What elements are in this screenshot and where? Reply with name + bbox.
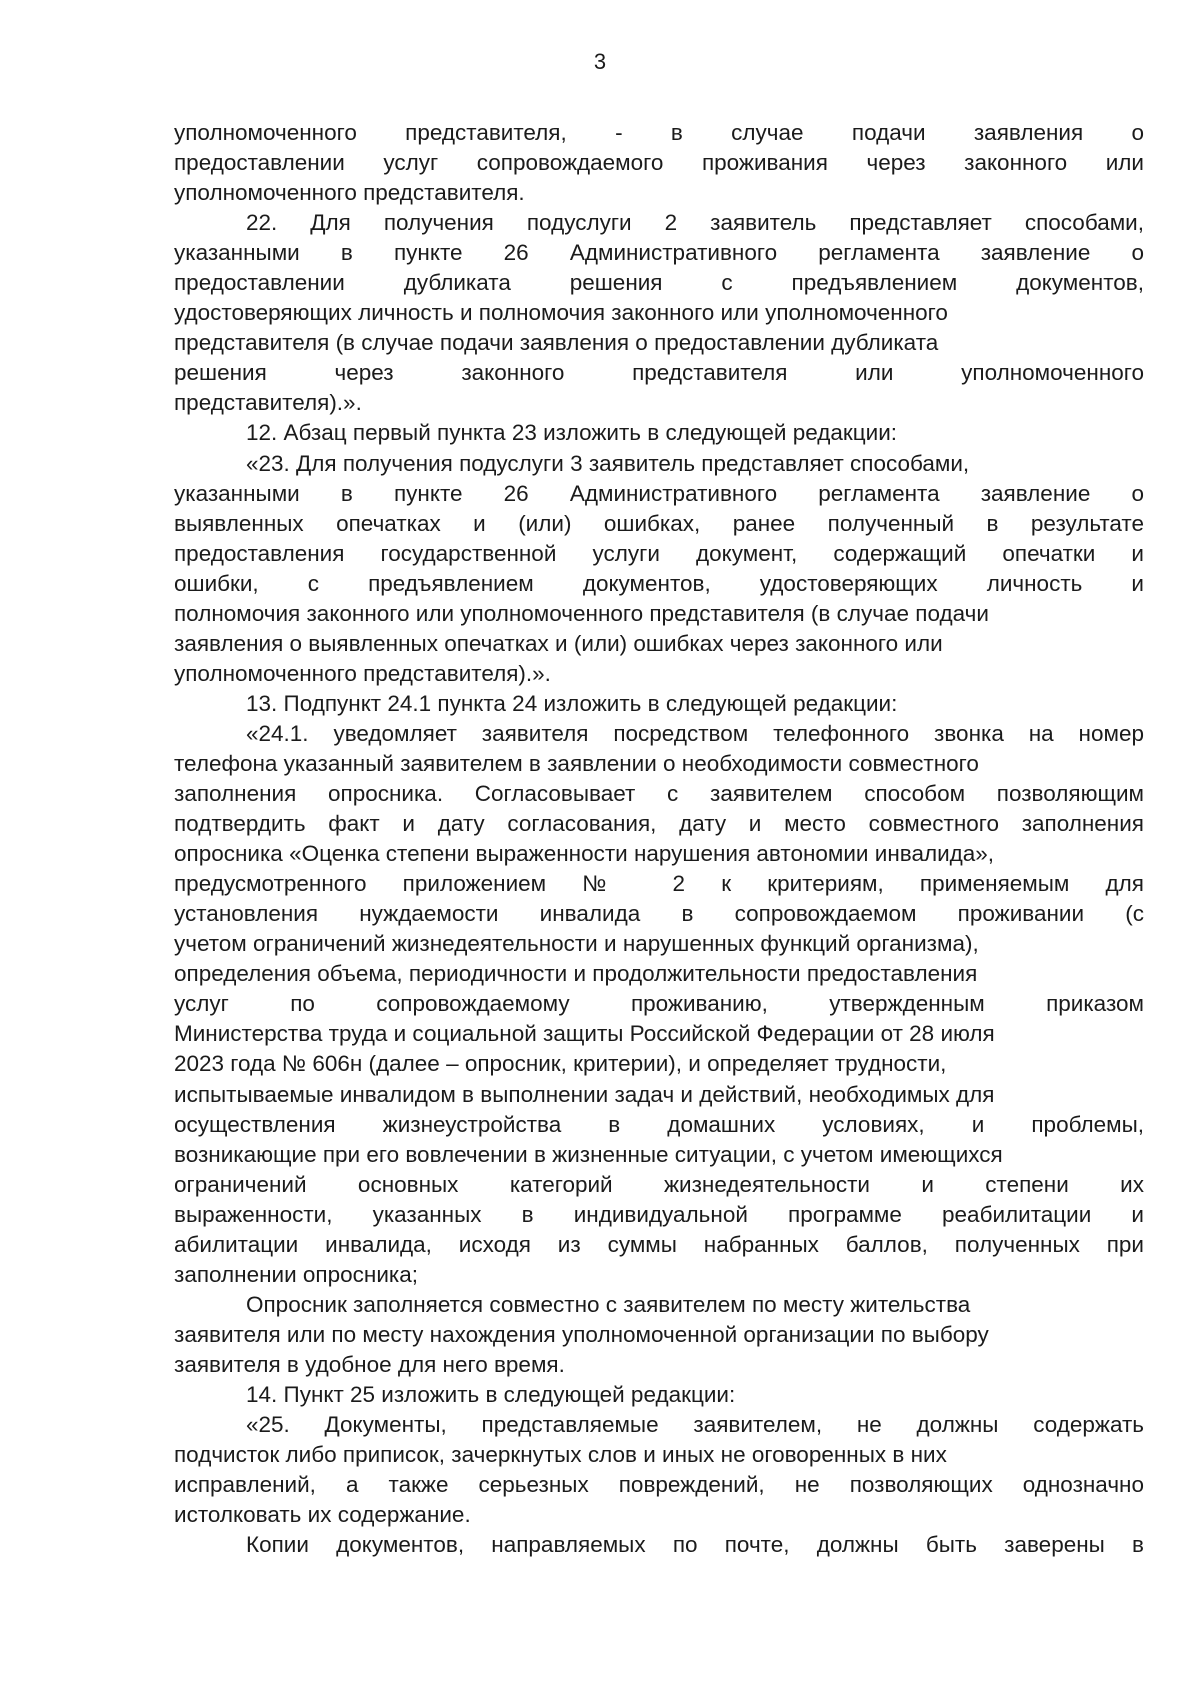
text-line: возникающие при его вовлечении в жизненные ситуации, с учетом имеющихся (174, 1141, 1003, 1167)
text-line: 13. Подпункт 24.1 пункта 24 изложить в следующей редакции: (246, 690, 898, 716)
text-line: определения объема, периодичности и продолжительности предоставления (174, 961, 978, 987)
text-line: подтвердить факт и дату согласования, дату и место совместного заполнения (174, 811, 1144, 837)
text-line: услуг по сопровождаемому проживанию, утвержденным приказом (174, 991, 1144, 1017)
text-line: представителя).». (174, 390, 362, 416)
text-line: ошибки, с предъявлением документов, удостоверяющих личность и (174, 570, 1144, 596)
text-line: опросника «Оценка степени выраженности нарушения автономии инвалида», (174, 841, 995, 867)
text-line: установления нуждаемости инвалида в сопровождаемом проживании (с (174, 901, 1144, 927)
text-line: заполнения опросника. Согласовывает с заявителем способом позволяющим (174, 781, 1144, 807)
text-line: 22. Для получения подуслуги 2 заявитель представляет способами, (246, 210, 1144, 236)
text-line: предоставлении услуг сопровождаемого проживания через законного или (174, 150, 1144, 176)
text-line: предоставлении дубликата решения с предъявлением документов, (174, 270, 1144, 296)
text-line: выявленных опечатках и (или) ошибках, ранее полученный в результате (174, 510, 1144, 536)
text-line: «25. Документы, представляемые заявителем, не должны содержать (246, 1412, 1144, 1438)
text-line: Министерства труда и социальной защиты Российской Федерации от 28 июля (174, 1021, 995, 1047)
text-line: выраженности, указанных в индивидуальной программе реабилитации и (174, 1201, 1144, 1227)
text-line: уполномоченного представителя).». (174, 660, 551, 686)
text-line: телефона указанный заявителем в заявлении о необходимости совместного (174, 750, 979, 776)
text-line: полномочия законного или уполномоченного представителя (в случае подачи (174, 600, 989, 626)
text-line: подчисток либо приписок, зачеркнутых слов и иных не оговоренных в них (174, 1442, 947, 1468)
text-line: «24.1. уведомляет заявителя посредством телефонного звонка на номер (246, 720, 1144, 746)
text-line: ограничений основных категорий жизнедеятельности и степени их (174, 1171, 1144, 1197)
text-line: 2023 года № 606н (далее – опросник, критерии), и определяет трудности, (174, 1051, 947, 1077)
text-line: представителя (в случае подачи заявления о предоставлении дубликата (174, 330, 939, 356)
text-line: удостоверяющих личность и полномочия законного или уполномоченного (174, 300, 948, 326)
text-line: 12. Абзац первый пункта 23 изложить в следующей редакции: (246, 420, 898, 446)
text-line: абилитации инвалида, исходя из суммы набранных баллов, полученных при (174, 1231, 1144, 1257)
text-line: заявления о выявленных опечатках и (или) ошибках через законного или (174, 630, 943, 656)
text-line: 14. Пункт 25 изложить в следующей редакции: (246, 1381, 736, 1407)
text-line: решения через законного представителя или уполномоченного (174, 360, 1144, 386)
page-number: 3 (593, 49, 607, 74)
text-line: указанными в пункте 26 Административного регламента заявление о (174, 480, 1144, 506)
text-line: заявителя в удобное для него время. (174, 1351, 565, 1377)
text-line: заявителя или по месту нахождения уполномоченной организации по выбору (174, 1321, 989, 1347)
text-line: осуществления жизнеустройства в домашних условиях, и проблемы, (174, 1111, 1144, 1137)
text-line: предоставления государственной услуги документ, содержащий опечатки и (174, 540, 1144, 566)
text-line: уполномоченного представителя, - в случае подачи заявления о (174, 120, 1144, 145)
text-line: Копии документов, направляемых по почте, должны быть заверены в (246, 1532, 1144, 1558)
text-line: истолковать их содержание. (174, 1502, 471, 1528)
text-line: «23. Для получения подуслуги 3 заявитель представляет способами, (246, 450, 970, 476)
text-line: Опросник заполняется совместно с заявителем по месту жительства (246, 1291, 971, 1317)
text-line: испытываемые инвалидом в выполнении задач и действий, необходимых для (174, 1081, 995, 1107)
text-line: указанными в пункте 26 Административного регламента заявление о (174, 240, 1144, 266)
text-line: исправлений, а также серьезных повреждений, не позволяющих однозначно (174, 1472, 1144, 1498)
text-line: уполномоченного представителя. (174, 180, 525, 206)
body-text (174, 118, 1144, 1560)
text-line: предусмотренного приложением № 2 к критериям, применяемым для (174, 871, 1144, 897)
text-line: учетом ограничений жизнедеятельности и нарушенных функций организма), (174, 931, 979, 957)
text-line: заполнении опросника; (174, 1261, 418, 1287)
